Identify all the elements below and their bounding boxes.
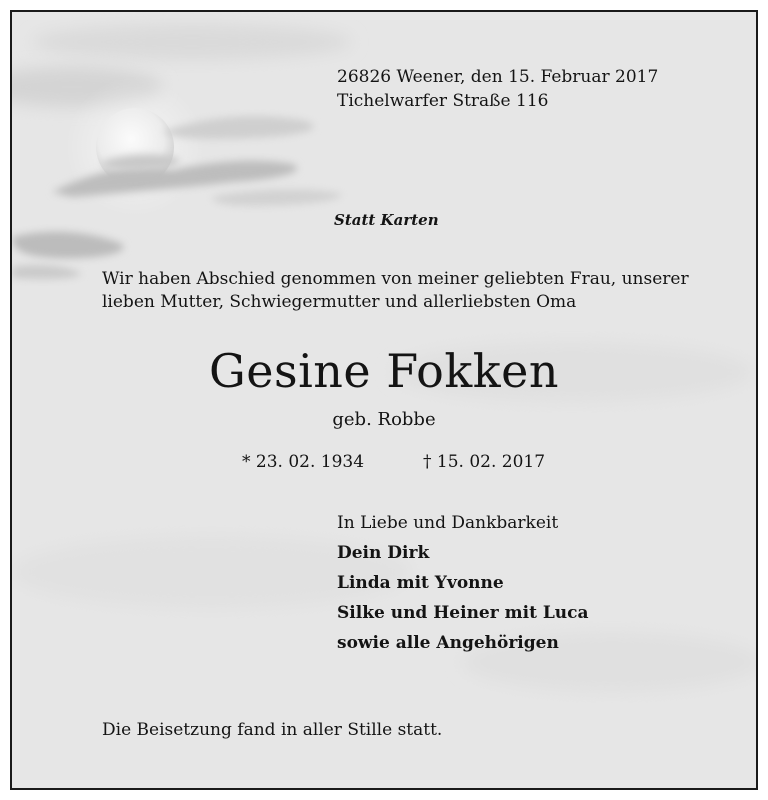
moon-and-clouds-illustration — [12, 12, 756, 788]
mourner-name: Silke und Heiner mit Luca — [337, 603, 589, 623]
deceased-name: Gesine Fokken — [209, 344, 559, 398]
birth-name: geb. Robbe — [332, 409, 436, 430]
mourner-name: sowie alle Angehörigen — [337, 633, 559, 653]
mourner-name: Dein Dirk — [337, 543, 430, 563]
obituary-notice — [10, 10, 758, 790]
street-address: Tichelwarfer Straße 116 — [337, 91, 549, 111]
birth-date: * 23. 02. 1934 — [242, 452, 365, 472]
burial-note: Die Beisetzung fand in aller Stille statt. — [102, 720, 443, 740]
mourner-name: Linda mit Yvonne — [337, 573, 504, 593]
place-and-date: 26826 Weener, den 15. Februar 2017 — [337, 67, 659, 87]
intro-text-line-2: lieben Mutter, Schwiegermutter und allerliebsten Oma — [102, 292, 577, 312]
intro-text-line-1: Wir haben Abschied genommen von meiner geliebten Frau, unserer — [102, 269, 689, 289]
mourners-intro: In Liebe und Dankbarkeit — [337, 513, 559, 533]
statt-karten-label: Statt Karten — [334, 211, 439, 229]
death-date: † 15. 02. 2017 — [423, 452, 546, 472]
